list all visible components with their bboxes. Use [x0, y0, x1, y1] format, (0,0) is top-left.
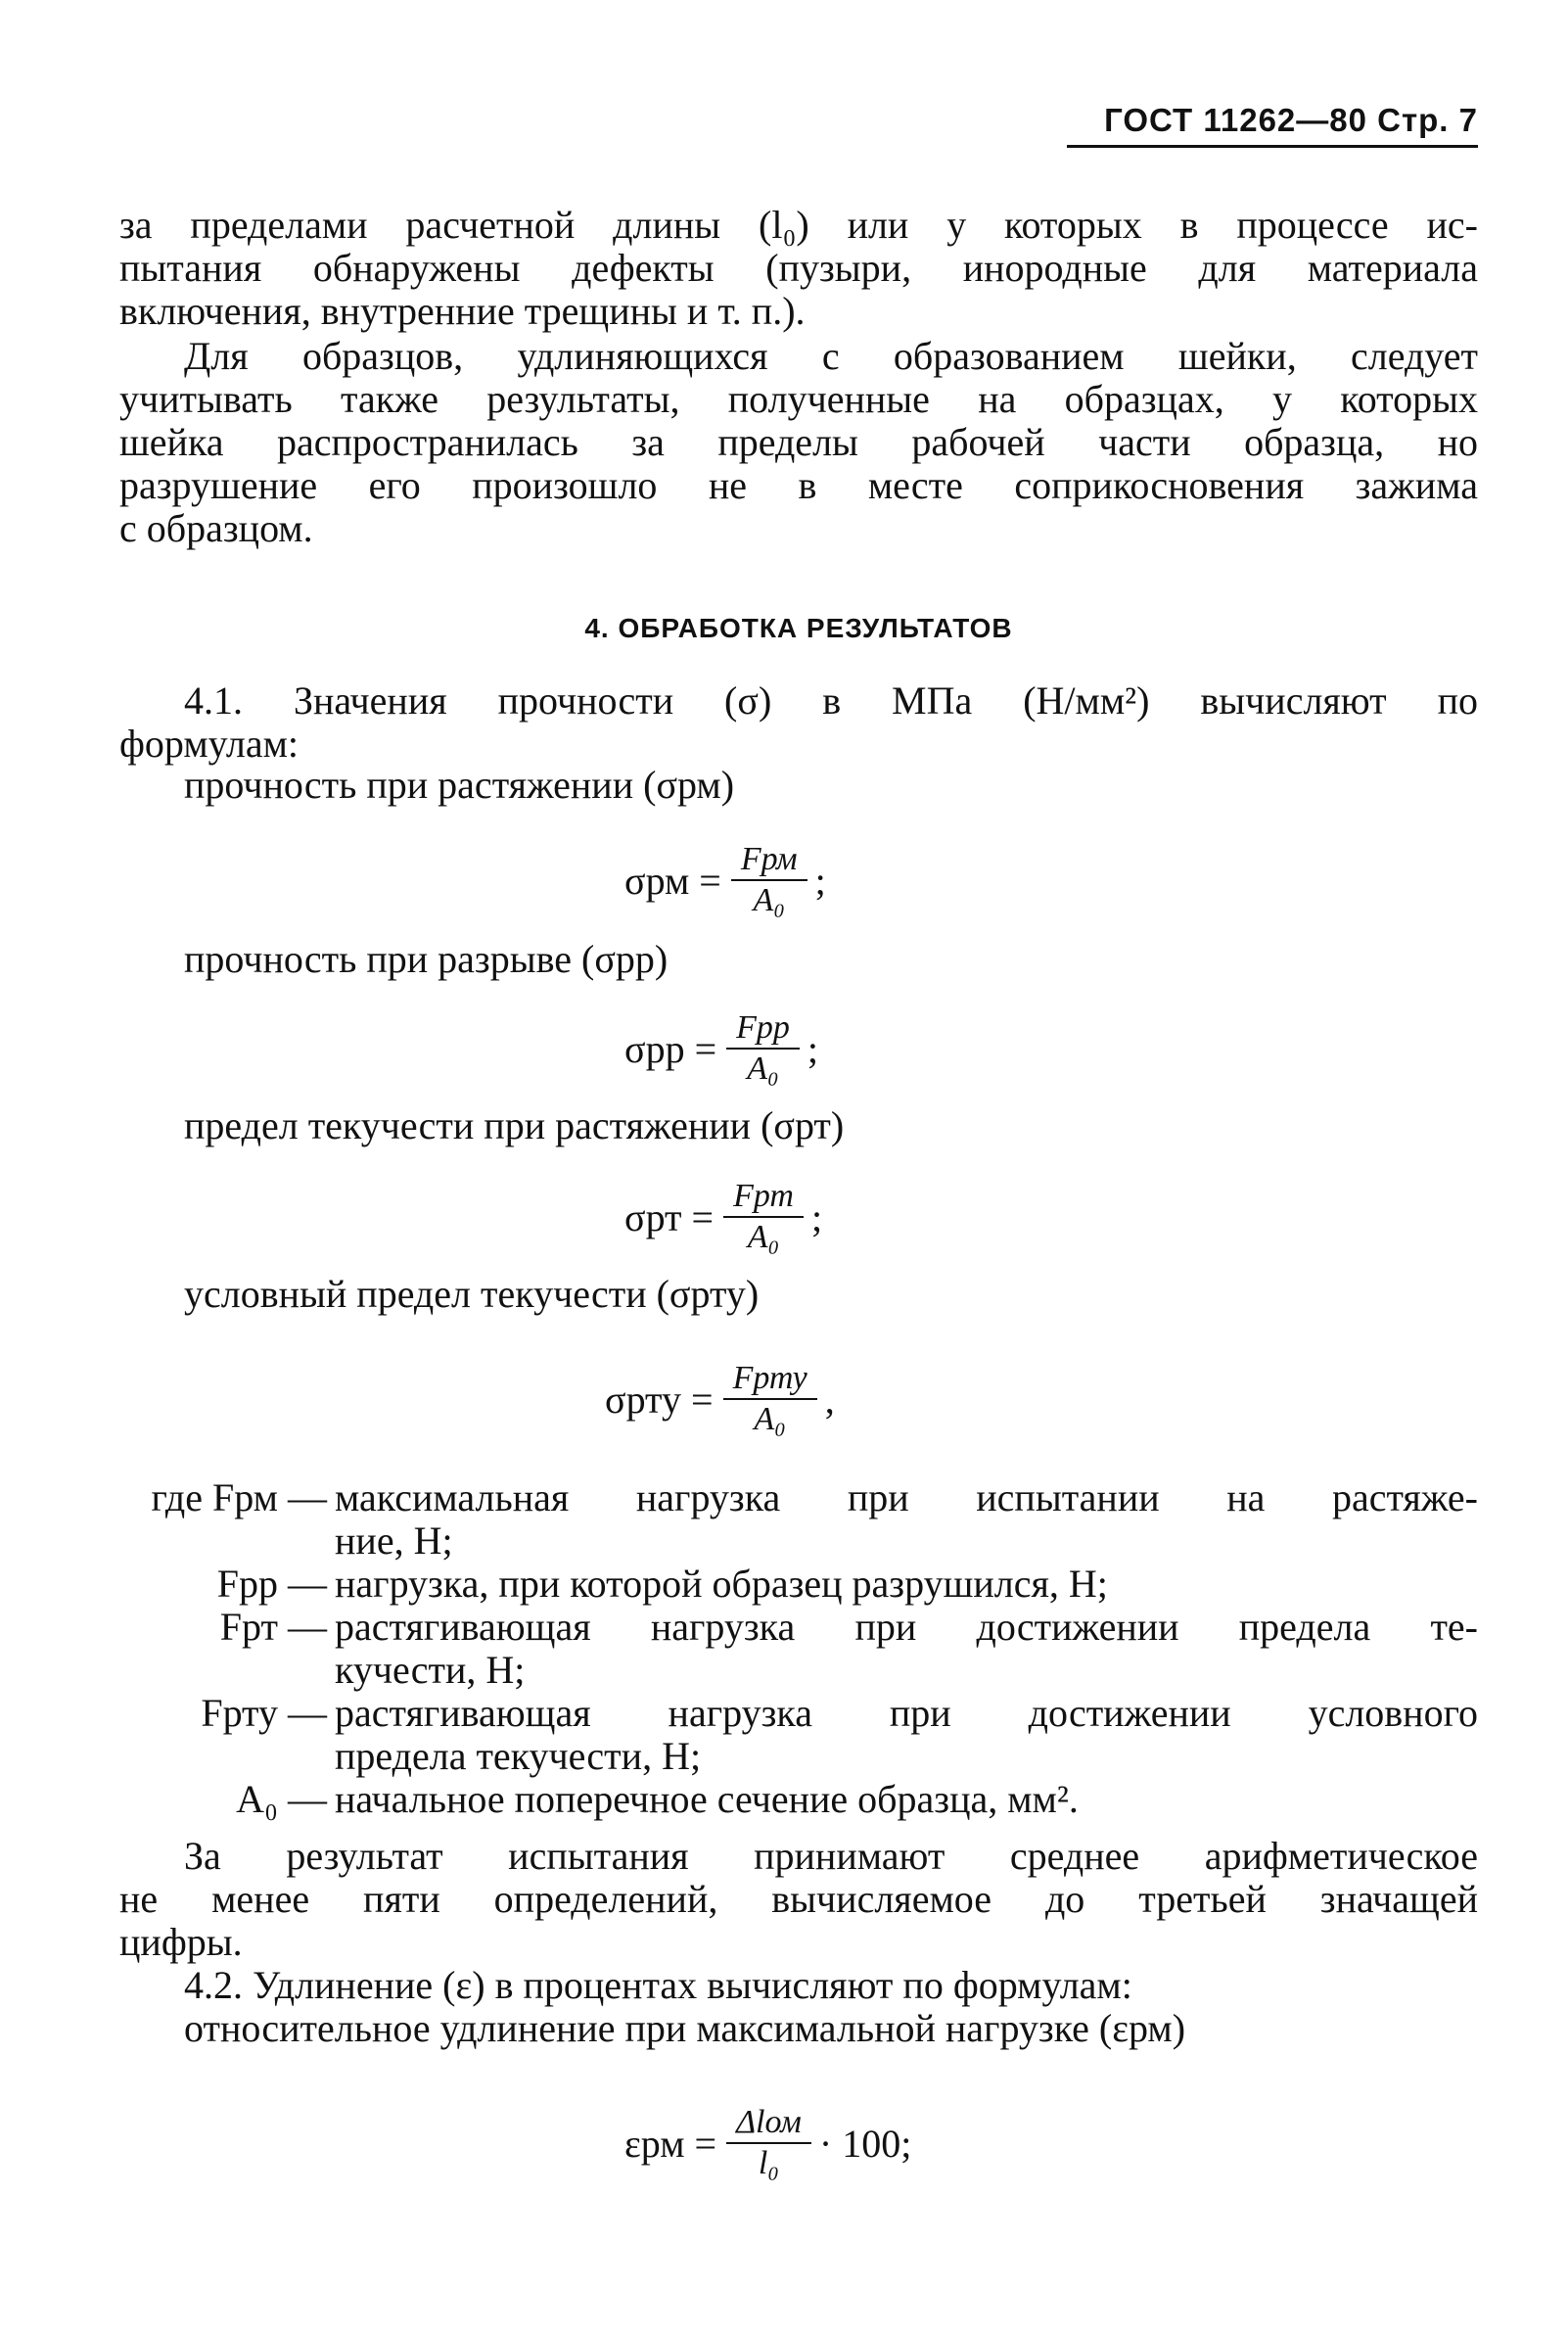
paragraph-neck-specimens — [119, 335, 1478, 550]
paragraph-result — [119, 1835, 1478, 1964]
fraction-numerator: Fрт — [723, 1177, 804, 1218]
fraction-numerator: Fрм — [731, 840, 807, 881]
text-line: растягивающая нагрузка при достижении условного — [335, 1691, 1478, 1735]
definition-item — [119, 1606, 1478, 1692]
formula-fraction — [731, 840, 807, 920]
formula-caption: предел текучести при растяжении (σрт) — [184, 1103, 845, 1147]
formula-lhs: σрт — [624, 1194, 682, 1239]
formula-breaking-strength: σрр = $\frac{\text{Fрр}}{\text{A₀}}$ ; — [624, 1009, 819, 1087]
formula-fraction — [726, 2103, 811, 2183]
formula-end: ; — [807, 1026, 819, 1071]
formula-lhs: σрр — [624, 1026, 685, 1071]
text-line: За результат испытания принимают среднее арифметическое — [184, 1834, 1478, 1878]
text-line: не менее пяти определений, вычисляемое до третьей значащей — [119, 1877, 1478, 1921]
formula-lhs: εрм — [624, 2121, 685, 2166]
text-line: растягивающая нагрузка при достижении предела те- — [335, 1605, 1478, 1649]
document-page — [119, 0, 1478, 2335]
formula-elongation: εрм = $\frac{\text{Δlом}}{\text{l₀}}$ · 100; — [624, 2104, 912, 2181]
text-line: ние, Н; — [335, 1518, 453, 1563]
fraction-numerator: Fрту — [723, 1359, 817, 1400]
definition-item — [119, 1563, 1478, 1606]
text-line: предела текучести, Н; — [335, 1734, 702, 1778]
text-line: начальное поперечное сечение образца, мм². — [335, 1777, 1079, 1821]
text-line: формулам: — [119, 722, 300, 766]
definition-term: Fрр — — [216, 1562, 327, 1606]
text-line: максимальная нагрузка при испытании на растяже- — [335, 1475, 1478, 1519]
fraction-denominator: A₀ — [753, 882, 786, 918]
formula-tail: · 100; — [818, 2121, 912, 2166]
definition-item — [119, 1778, 1478, 1821]
page-header: ГОСТ 11262—80 Стр. 7 — [1104, 102, 1478, 138]
item-4-2: 4.2. Удлинение (ε) в процентах вычисляют по формулам: — [184, 1963, 1132, 2007]
definitions-list — [119, 1476, 1478, 1821]
fraction-denominator: A₀ — [747, 1051, 779, 1087]
fraction-denominator: l₀ — [758, 2145, 780, 2181]
definition-item — [119, 1692, 1478, 1778]
text-line: Для образцов, удлиняющихся с образованием шейки, следует — [184, 334, 1478, 378]
section-heading: 4. ОБРАБОТКА РЕЗУЛЬТАТОВ — [584, 613, 1013, 643]
formula-lhs: σрту — [605, 1377, 681, 1422]
formula-lhs: σрм — [624, 858, 690, 903]
definition-term: A₀ — — [236, 1777, 327, 1821]
definition-term: где Fрм — — [151, 1475, 327, 1519]
definition-term: Fрт — — [219, 1605, 327, 1649]
text-line: пытания обнаружены дефекты (пузыри, инородные для материала — [119, 246, 1478, 290]
fraction-denominator: A₀ — [754, 1401, 786, 1437]
formula-end: , — [824, 1377, 835, 1422]
formula-end: ; — [810, 1194, 823, 1239]
text-line: кучести, Н; — [335, 1648, 526, 1692]
paragraph-continuation — [119, 204, 1478, 333]
fraction-numerator: Δlом — [726, 2103, 811, 2144]
text-line: с образцом. — [119, 506, 313, 550]
formula-tensile-strength: σрм = $\frac{\text{Fрм}}{\text{A₀}}$ ; — [624, 841, 826, 918]
text-line: 4.1. Значения прочности (σ) в МПа (Н/мм²) вычисляют по — [184, 678, 1478, 723]
formula-caption: условный предел текучести (σрту) — [184, 1272, 760, 1316]
definition-item — [119, 1476, 1478, 1563]
item-4-1 — [119, 679, 1478, 766]
fraction-denominator: A₀ — [747, 1219, 780, 1255]
formula-fraction — [723, 1177, 804, 1257]
text-line: нагрузка, при которой образец разрушился, Н; — [335, 1562, 1108, 1606]
formula-fraction — [726, 1008, 800, 1089]
text-line: разрушение его произошло не в месте соприкосновения зажима — [119, 463, 1478, 507]
formula-proof-strength: σрту = $\frac{\text{Fрту}}{\text{A₀}}$ , — [605, 1360, 835, 1437]
text-line: шейка распространилась за пределы рабочей части образца, но — [119, 420, 1478, 464]
fraction-numerator: Fрр — [726, 1008, 800, 1050]
formula-caption: прочность при разрыве (σрр) — [184, 937, 669, 981]
text-line: включения, внутренние трещины и т. п.). — [119, 289, 806, 333]
text-line: учитывать также результаты, полученные на образцах, у которых — [119, 377, 1478, 421]
formula-caption: прочность при растяжении (σрм) — [184, 763, 735, 807]
formula-yield-strength: σрт = $\frac{\text{Fрт}}{\text{A₀}}$ ; — [624, 1178, 823, 1255]
text-line: за пределами расчетной длины (l₀) или у которых в процессе ис- — [119, 203, 1478, 247]
formula-caption: относительное удлинение при максимальной нагрузке (εрм) — [184, 2006, 1186, 2050]
definition-term: Fрту — — [201, 1691, 327, 1735]
header-rule — [1067, 145, 1478, 148]
text-line: цифры. — [119, 1920, 243, 1964]
formula-end: ; — [814, 858, 826, 903]
formula-fraction — [723, 1359, 817, 1439]
